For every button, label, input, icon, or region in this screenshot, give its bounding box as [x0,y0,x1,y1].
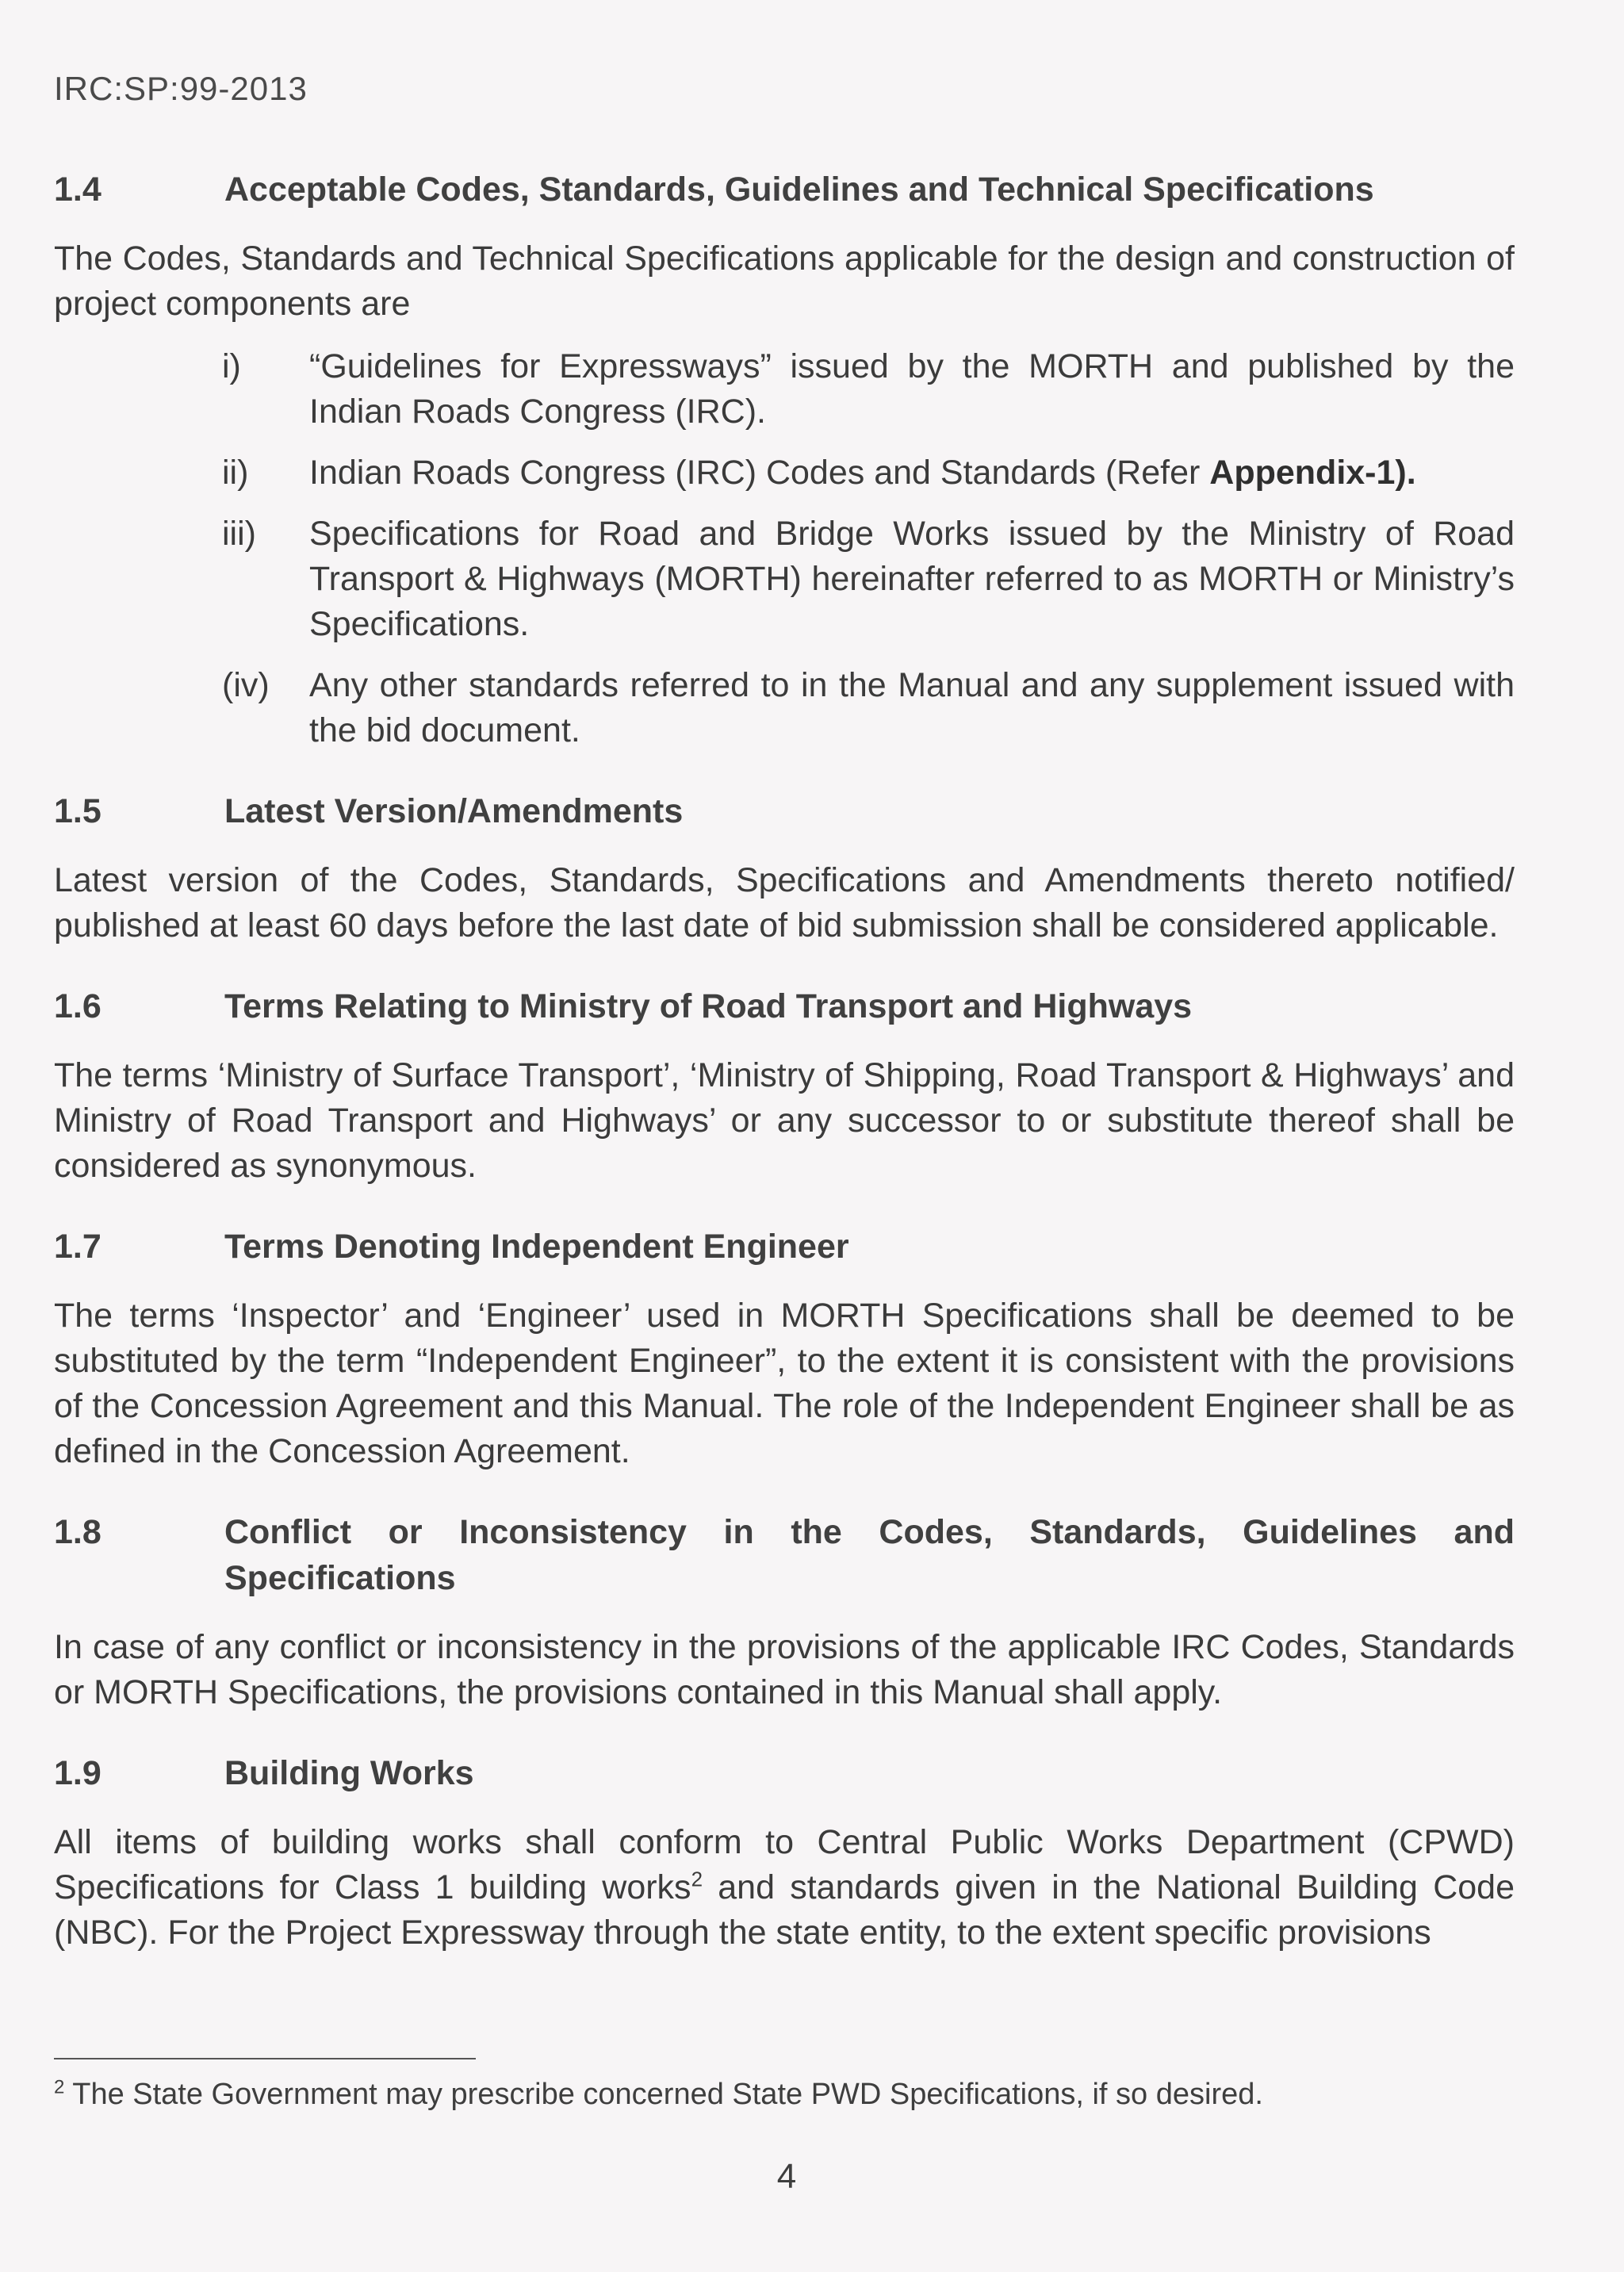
section-heading [54,1224,1515,1270]
list-item [54,663,1515,753]
specifications-list [54,344,1515,753]
section-number: 1.5 [54,792,102,830]
section-body: In case of any conflict or inconsistency in the provisions of the applicable IRC Codes, Standards or MORTH Specifications, the provisions contained in this Manual shall apply. [54,1628,1515,1711]
list-marker: i) [222,347,241,385]
section-title: Terms Denoting Independent Engineer [224,1228,849,1266]
list-item [54,511,1515,647]
section-title: Building Works [224,1754,474,1792]
body-text-continued: and standards given in the National Building Code (NBC). For the Project Expressway through the state entity, to the extent specific provisions [54,1868,1515,1952]
list-text [309,450,1515,496]
list-text: Any other standards referred to in the Manual and any supplement issued with the bid document. [309,666,1515,749]
section-1-6 [54,983,1515,1189]
section-title: Acceptable Codes, Standards, Guidelines and Technical Specifications [224,170,1374,209]
page-number: 4 [776,2157,797,2196]
appendix-reference: Appendix-1). [1209,454,1416,492]
list-text: Specifications for Road and Bridge Works issued by the Ministry of Road Transport & Highways (MORTH) hereinafter referred to as MORTH or Ministry’s Specifications. [309,515,1515,643]
section-1-9 [54,1750,1515,1956]
list-item [54,450,1515,496]
section-number: 1.6 [54,987,102,1025]
list-text-plain: Indian Roads Congress (IRC) Codes and Standards (Refer [309,454,1210,492]
footnote-text: The State Government may prescribe concerned State PWD Specifications, if so desired. [64,2078,1263,2111]
section-body [54,1820,1515,1956]
section-title: Conflict or Inconsistency in the Codes, Standards, Guidelines and Specifications [224,1513,1515,1597]
document-code: IRC:SP:99-2013 [54,70,308,107]
list-item [54,344,1515,435]
section-body: Latest version of the Codes, Standards, Specifications and Amendments thereto notified/ published at least 60 days before the last date of bid submission shall be considered applicable. [54,861,1515,944]
footnote [54,2075,1263,2114]
section-number: 1.4 [54,170,102,209]
section-number: 1.9 [54,1754,102,1792]
section-1-7 [54,1224,1515,1474]
section-title: Latest Version/Amendments [224,792,684,830]
section-1-5 [54,788,1515,948]
section-heading [54,167,1515,213]
section-number: 1.7 [54,1228,102,1266]
section-body: The terms ‘Inspector’ and ‘Engineer’ used in MORTH Specifications shall be deemed to be substituted by the term “Independent Engineer”, to the extent it is consistent with the provisions of the Concession Agreement and this Manual. The role of the Independent Engineer shall be as defined in the Concession Agreement. [54,1297,1515,1470]
list-text: “Guidelines for Expressways” issued by the MORTH and published by the Indian Roads Congress (IRC). [309,347,1515,431]
section-intro: The Codes, Standards and Technical Specifications applicable for the design and construction of project components are [54,239,1515,323]
section-title: Terms Relating to Ministry of Road Transport and Highways [224,987,1193,1025]
section-heading [54,1509,1515,1601]
list-marker: (iv) [222,666,270,704]
list-marker: iii) [222,515,256,553]
body-text: All items of building works shall conform to Central Public Works Department (CPWD) Specifications for Class 1 building works [54,1823,1515,1906]
section-body: The terms ‘Ministry of Surface Transport’, ‘Ministry of Shipping, Road Transport & Highways’ and Ministry of Road Transport and Highways’ or any successor to or substitute thereof shall be considered as synonymous. [54,1056,1515,1185]
section-number: 1.8 [54,1513,102,1551]
section-heading [54,983,1515,1029]
section-1-4 [54,167,1515,753]
footnote-divider [54,2058,476,2059]
list-marker: ii) [222,454,249,492]
section-1-8 [54,1509,1515,1715]
footnote-reference[interactable]: 2 [691,1867,703,1891]
section-heading [54,788,1515,834]
section-heading [54,1750,1515,1796]
footnote-marker: 2 [54,2076,65,2098]
